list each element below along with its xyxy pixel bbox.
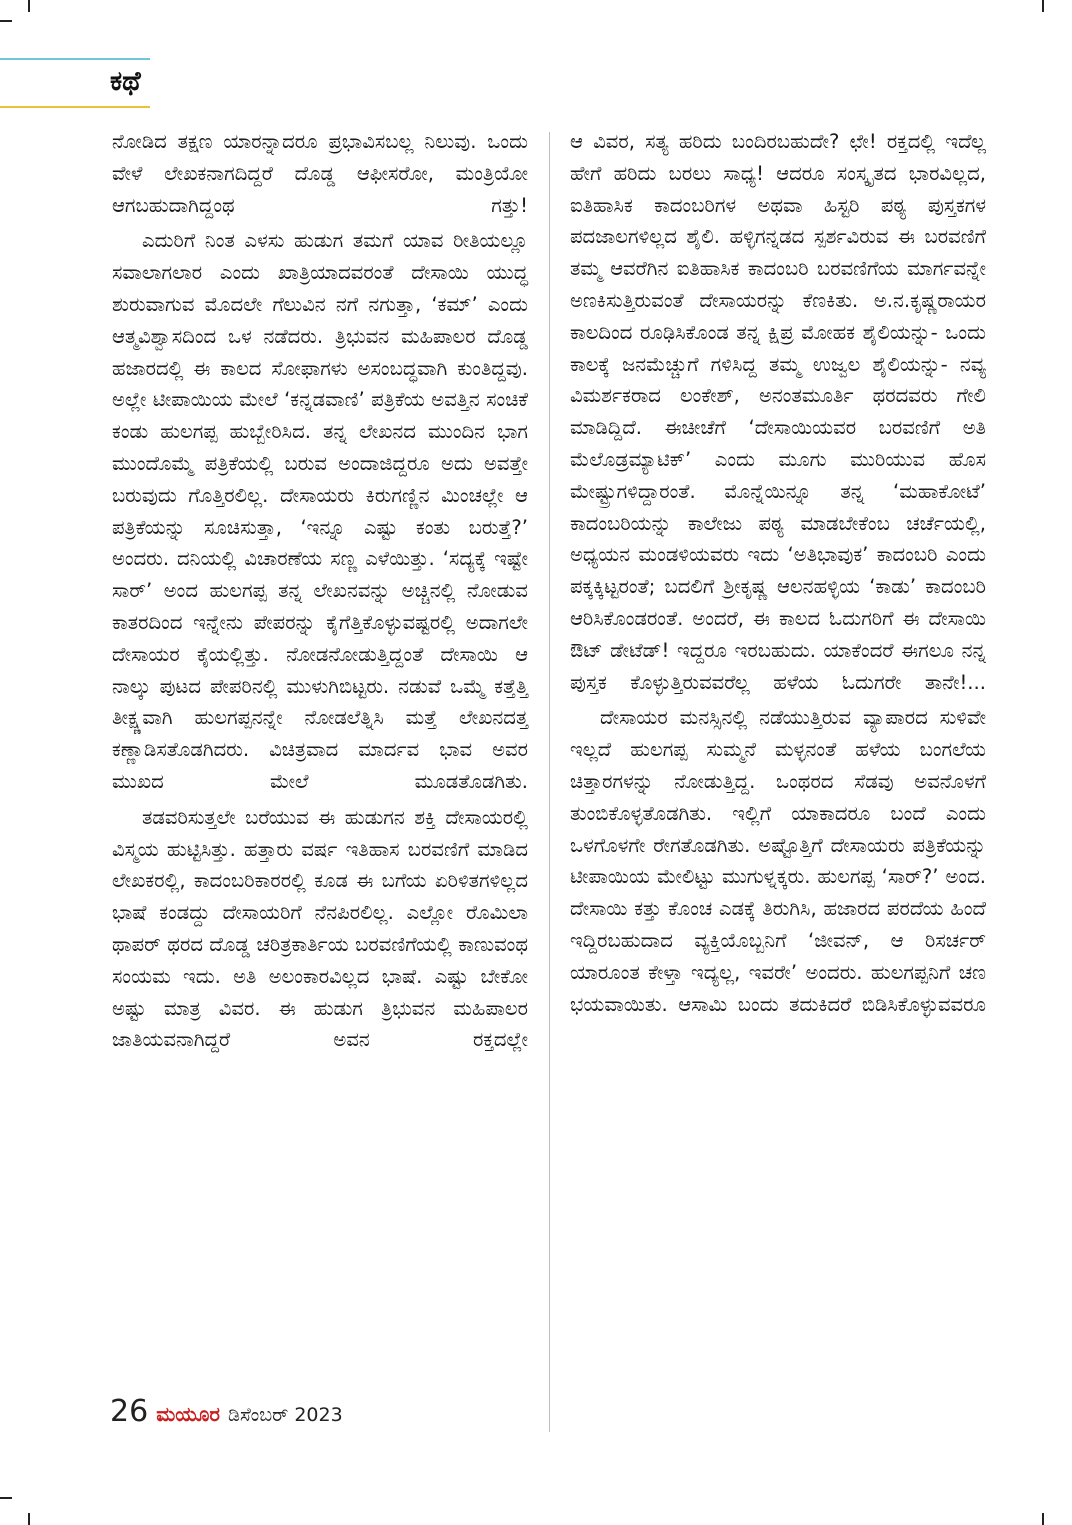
crop-mark-bottom-left-v	[28, 1513, 30, 1525]
paragraph: ದೇಸಾಯರ ಮನಸ್ಸಿನಲ್ಲಿ ನಡೆಯುತ್ತಿರುವ ವ್ಯಾಪಾರದ ಸುಳಿವೇ ಇಲ್ಲದೆ ಹುಲಗಪ್ಪ ಸುಮ್ಮನೆ ಮಳ್ಳನಂತೆ ಹಳೆಯ ಬಂಗಲೆಯ ಚಿತ್ತಾರಗಳನ್ನು ನೋಡುತ್ತಿದ್ದ. ಒಂಥರದ ಸೆಡವು ಅವನೊಳಗೆ ತುಂಬಿಕೊಳ್ಳತೊಡಗಿತು. ಇಲ್ಲಿಗೆ ಯಾಕಾದರೂ ಬಂದೆ ಎಂದು ಒಳಗೊಳಗೇ ರೇಗತೊಡಗಿತು. ಅಷ್ಟೊತ್ತಿಗೆ ದೇಸಾಯರು ಪತ್ರಿಕೆಯನ್ನು ಟೀಪಾಯಿಯ ಮೇಲಿಟ್ಟು ಮುಗುಳ್ನಕ್ಕರು. ಹುಲಗಪ್ಪ ‘ಸಾರ್?’ ಅಂದ. ದೇಸಾಯಿ ಕತ್ತು ಕೊಂಚ ಎಡಕ್ಕೆ ತಿರುಗಿಸಿ, ಹಜಾರದ ಪರದೆಯ ಹಿಂದೆ ಇದ್ದಿರಬಹುದಾದ ವ್ಯಕ್ತಿಯೊಬ್ಬನಿಗೆ ‘ಜೀವನ್, ಆ ರಿಸರ್ಚರ್ ಯಾರೂಂತ ಕೇಳ್ತಾ ಇದ್ಯಲ್ಲ, ಇವರೇ’ ಅಂದರು. ಹುಲಗಪ್ಪನಿಗೆ ಚಣ ಭಯವಾಯಿತು. ಆಸಾಮಿ ಬಂದು ತದುಕಿದರೆ ಬಿಡಿಸಿಕೊಳ್ಳುವವರೂ	[570, 706, 986, 1016]
section-title: ಕಥೆ	[110, 66, 141, 97]
left-column	[112, 126, 528, 1056]
issue-date: ಡಿಸೆಂಬರ್ 2023	[227, 1404, 343, 1426]
header-rule-teal	[0, 58, 150, 60]
paragraph: ಎದುರಿಗೆ ನಿಂತ ಎಳಸು ಹುಡುಗ ತಮಗೆ ಯಾವ ರೀತಿಯಲ್ಲೂ ಸವಾಲಾಗಲಾರ ಎಂದು ಖಾತ್ರಿಯಾದವರಂತೆ ದೇಸಾಯಿ ಯುದ್ಧ ಶುರುವಾಗುವ ಮೊದಲೇ ಗೆಲುವಿನ ನಗೆ ನಗುತ್ತಾ, ‘ಕಮ್’ ಎಂದು ಆತ್ಮವಿಶ್ವಾಸದಿಂದ ಒಳ ನಡೆದರು. ತ್ರಿಭುವನ ಮಹಿಪಾಲರ ದೊಡ್ಡ ಹಜಾರದಲ್ಲಿ ಈ ಕಾಲದ ಸೋಫಾಗಳು ಅಸಂಬದ್ಧವಾಗಿ ಕುಂತಿದ್ದವು. ಅಲ್ಲೇ ಟೀಪಾಯಿಯ ಮೇಲೆ ‘ಕನ್ನಡವಾಣಿ’ ಪತ್ರಿಕೆಯ ಅವತ್ತಿನ ಸಂಚಿಕೆ ಕಂಡು ಹುಲಗಪ್ಪ ಹುಬ್ಬೇರಿಸಿದ. ತನ್ನ ಲೇಖನದ ಮುಂದಿನ ಭಾಗ ಮುಂದೊಮ್ಮೆ ಪತ್ರಿಕೆಯಲ್ಲಿ ಬರುವ ಅಂದಾಜಿದ್ದರೂ ಅದು ಅವತ್ತೇ ಬರುವುದು ಗೊತ್ತಿರಲಿಲ್ಲ. ದೇಸಾಯರು ಕಿರುಗಣ್ಣಿನ ಮಿಂಚಲ್ಲೇ ಆ ಪತ್ರಿಕೆಯನ್ನು ಸೂಚಿಸುತ್ತಾ, ‘ಇನ್ನೂ ಎಷ್ಟು ಕಂತು ಬರುತ್ತೆ?’ ಅಂದರು. ದನಿಯಲ್ಲಿ ವಿಚಾರಣೆಯ ಸಣ್ಣ ಎಳೆಯಿತ್ತು. ‘ಸದ್ಯಕ್ಕೆ ಇಷ್ಟೇ ಸಾರ್’ ಅಂದ ಹುಲಗಪ್ಪ ತನ್ನ ಲೇಖನವನ್ನು ಅಚ್ಚಿನಲ್ಲಿ ನೋಡುವ ಕಾತರದಿಂದ ಇನ್ನೇನು ಪೇಪರನ್ನು ಕೈಗೆತ್ತಿಕೊಳ್ಳುವಷ್ಟರಲ್ಲಿ ಅದಾಗಲೇ ದೇಸಾಯರ ಕೈಯಲ್ಲಿತ್ತು. ನೋಡನೋಡುತ್ತಿದ್ದಂತೆ ದೇಸಾಯಿ ಆ ನಾಲ್ಕು ಪುಟದ ಪೇಪರಿನಲ್ಲಿ ಮುಳುಗಿಬಿಟ್ಟರು. ನಡುವೆ ಒಮ್ಮೆ ಕತ್ತೆತ್ತಿ ತೀಕ್ಷ್ಣವಾಗಿ ಹುಲಗಪ್ಪನನ್ನೇ ನೋಡಲೆತ್ನಿಸಿ ಮತ್ತೆ ಲೇಖನದತ್ತ ಕಣ್ಣಾಡಿಸತೊಡಗಿದರು. ವಿಚಿತ್ರವಾದ ಮಾರ್ದವ ಭಾವ ಅವರ ಮುಖದ ಮೇಲೆ ಮೂಡತೊಡಗಿತು.	[112, 229, 528, 793]
paragraph: ನೋಡಿದ ತಕ್ಷಣ ಯಾರನ್ನಾದರೂ ಪ್ರಭಾವಿಸಬಲ್ಲ ನಿಲುವು. ಒಂದು ವೇಳೆ ಲೇಖಕನಾಗದಿದ್ದರೆ ದೊಡ್ಡ ಆಫೀಸರೋ, ಮಂತ್ರಿಯೋ ಆಗಬಹುದಾಗಿದ್ದಂಥ ಗತ್ತು!	[112, 130, 528, 217]
header-rule-yellow	[0, 106, 150, 108]
crop-mark-bottom-left	[0, 1497, 12, 1499]
magazine-logo: ಮಯೂರ	[156, 1402, 220, 1426]
right-column	[570, 126, 986, 1020]
crop-mark-top-left-v	[28, 0, 30, 12]
crop-mark-top-left	[0, 20, 12, 22]
crop-mark-top-right-v	[1042, 0, 1044, 12]
paragraph: ಆ ವಿವರ, ಸತ್ಯ ಹರಿದು ಬಂದಿರಬಹುದೇ? ಛೇ! ರಕ್ತದಲ್ಲಿ ಇದೆಲ್ಲ ಹೇಗೆ ಹರಿದು ಬರಲು ಸಾಧ್ಯ! ಆದರೂ ಸಂಸ್ಕೃತದ ಭಾರವಿಲ್ಲದ, ಐತಿಹಾಸಿಕ ಕಾದಂಬರಿಗಳ ಅಥವಾ ಹಿಸ್ಟರಿ ಪಠ್ಯ ಪುಸ್ತಕಗಳ ಪದಜಾಲಗಳಿಲ್ಲದ ಶೈಲಿ. ಹಳ್ಳಿಗನ್ನಡದ ಸ್ಪರ್ಶವಿರುವ ಈ ಬರವಣಿಗೆ ತಮ್ಮ ಆವರೆಗಿನ ಐತಿಹಾಸಿಕ ಕಾದಂಬರಿ ಬರವಣಿಗೆಯ ಮಾರ್ಗವನ್ನೇ ಅಣಕಿಸುತ್ತಿರುವಂತೆ ದೇಸಾಯರನ್ನು ಕೆಣಕಿತು. ಅ.ನ.ಕೃಷ್ಣರಾಯರ ಕಾಲದಿಂದ ರೂಢಿಸಿಕೊಂಡ ತನ್ನ ಕ್ಷಿಪ್ರ ಮೋಹಕ ಶೈಲಿಯನ್ನು- ಒಂದು ಕಾಲಕ್ಕೆ ಜನಮೆಚ್ಚುಗೆ ಗಳಿಸಿದ್ದ ತಮ್ಮ ಉಜ್ವಲ ಶೈಲಿಯನ್ನು- ನವ್ಯ ವಿಮರ್ಶಕರಾದ ಲಂಕೇಶ್, ಅನಂತಮೂರ್ತಿ ಥರದವರು ಗೇಲಿ ಮಾಡಿದ್ದಿದೆ. ಈಚೀಚೆಗೆ ‘ದೇಸಾಯಿಯವರ ಬರವಣಿಗೆ ಅತಿ ಮೆಲೊಡ್ರಮ್ಯಾಟಿಕ್’ ಎಂದು ಮೂಗು ಮುರಿಯುವ ಹೊಸ ಮೇಷ್ಟ್ರುಗಳಿದ್ದಾರಂತೆ. ಮೊನ್ನೆಯಿನ್ನೂ ತನ್ನ ‘ಮಹಾಕೋಟೆ’ ಕಾದಂಬರಿಯನ್ನು ಕಾಲೇಜು ಪಠ್ಯ ಮಾಡಬೇಕೆಂಬ ಚರ್ಚೆಯಲ್ಲಿ, ಅಧ್ಯಯನ ಮಂಡಳಿಯವರು ಇದು ‘ಅತಿಭಾವುಕ’ ಕಾದಂಬರಿ ಎಂದು ಪಕ್ಕಕ್ಕಿಟ್ಟರಂತೆ; ಬದಲಿಗೆ ಶ್ರೀಕೃಷ್ಣ ಆಲನಹಳ್ಳಿಯ ‘ಕಾಡು’ ಕಾದಂಬರಿ ಆರಿಸಿಕೊಂಡರಂತೆ. ಅಂದರೆ, ಈ ಕಾಲದ ಓದುಗರಿಗೆ ಈ ದೇಸಾಯಿ ಔಟ್ ಡೇಟೆಡ್! ಇದ್ದರೂ ಇರಬಹುದು. ಯಾಕೆಂದರೆ ಈಗಲೂ ನನ್ನ ಪುಸ್ತಕ ಕೊಳ್ಳುತ್ತಿರುವವರೆಲ್ಲ ಹಳೆಯ ಓದುಗರೇ ತಾನೇ!...	[570, 130, 986, 694]
page-number: 26	[110, 1394, 149, 1429]
page-footer	[110, 1394, 343, 1429]
crop-mark-bottom-right-v	[1042, 1513, 1044, 1525]
paragraph: ತಡವರಿಸುತ್ತಲೇ ಬರೆಯುವ ಈ ಹುಡುಗನ ಶಕ್ತಿ ದೇಸಾಯರಲ್ಲಿ ವಿಸ್ಮಯ ಹುಟ್ಟಿಸಿತ್ತು. ಹತ್ತಾರು ವರ್ಷ ಇತಿಹಾಸ ಬರವಣಿಗೆ ಮಾಡಿದ ಲೇಖಕರಲ್ಲಿ, ಕಾದಂಬರಿಕಾರರಲ್ಲಿ ಕೂಡ ಈ ಬಗೆಯ ಏರಿಳಿತಗಳಿಲ್ಲದ ಭಾಷೆ ಕಂಡದ್ದು ದೇಸಾಯರಿಗೆ ನೆನಪಿರಲಿಲ್ಲ. ಎಲ್ಲೋ ರೊಮಿಲಾ ಥಾಪರ್ ಥರದ ದೊಡ್ಡ ಚರಿತ್ರಕಾರ್ತಿಯ ಬರವಣಿಗೆಯಲ್ಲಿ ಕಾಣುವಂಥ ಸಂಯಮ ಇದು. ಅತಿ ಅಲಂಕಾರವಿಲ್ಲದ ಭಾಷೆ. ಎಷ್ಟು ಬೇಕೋ ಅಷ್ಟು ಮಾತ್ರ ವಿವರ. ಈ ಹುಡುಗ ತ್ರಿಭುವನ ಮಹಿಪಾಲರ ಜಾತಿಯವನಾಗಿದ್ದರೆ ಅವನ ರಕ್ತದಲ್ಲೇ	[112, 805, 528, 1052]
column-divider	[549, 132, 550, 1432]
